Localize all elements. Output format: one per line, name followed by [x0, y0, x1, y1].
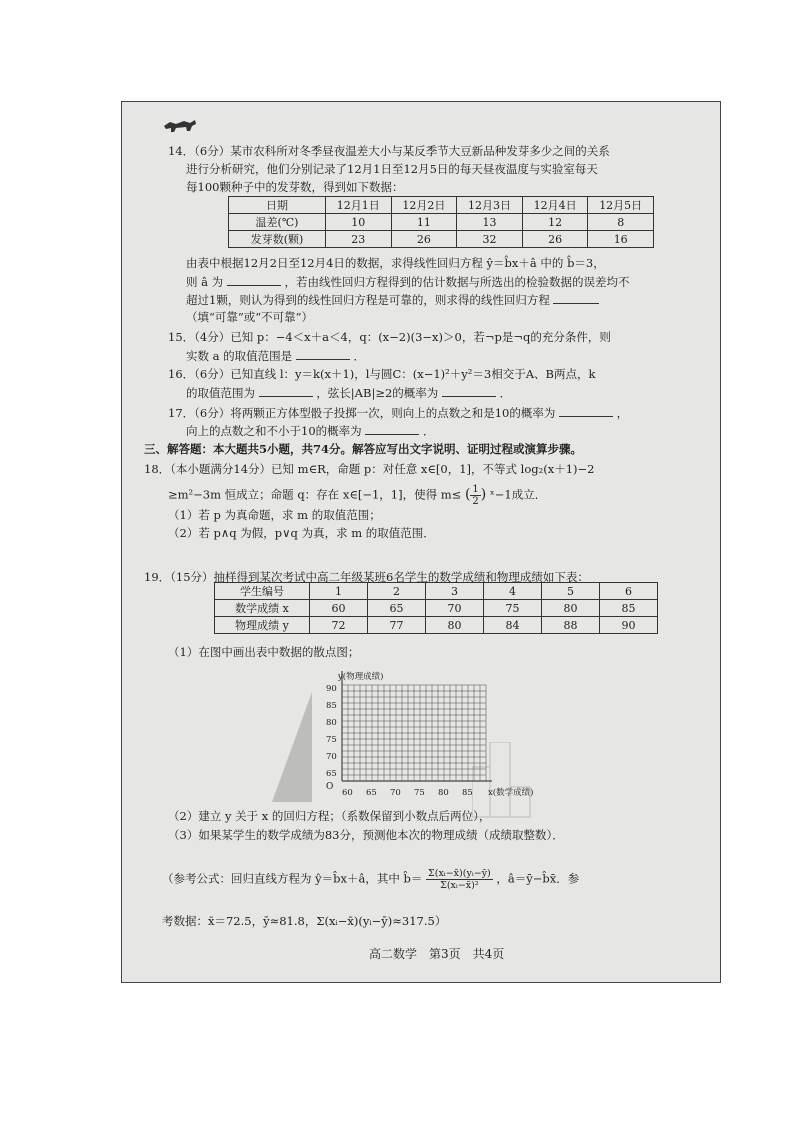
q17-line1a: 17．（6分）将两颗正方体型骰子投掷一次，则向上的点数之和是10的概率为 [168, 406, 556, 420]
y-tick-label: 80 [326, 718, 337, 728]
q14-cell: 26 [391, 231, 457, 248]
q17-line1 [168, 405, 628, 420]
q14-line1: 14．（6分）某市农科所对冬季昼夜温差大小与某反季节大豆新品种发芽多少之间的关系 [168, 144, 610, 158]
fraction [470, 484, 480, 507]
q19-ref1a: （参考公式：回归直线方程为 ŷ＝b̂x＋â，其中 b̂＝ [162, 871, 423, 886]
scatter-plot-grid[interactable] [322, 667, 542, 802]
q14-cell: 16 [588, 231, 654, 248]
y-tick-label: 85 [326, 701, 337, 711]
q19-cell: 5 [542, 583, 600, 600]
q19-cell: 85 [600, 600, 658, 617]
y-tick-label: 70 [326, 752, 337, 762]
q17-line1b: ， [616, 406, 629, 420]
q14-after2a: 则 â 为 [186, 275, 224, 289]
bull-logo-icon [162, 116, 198, 134]
section-three-heading: 三、解答题：本大题共5小题，共74分。解答应写出文字说明、证明过程或演算步骤。 [144, 442, 583, 456]
q19-sub1: （1）在图中画出表中数据的散点图； [168, 645, 360, 659]
q14-header-cell: 12月5日 [588, 197, 654, 214]
q14-cell: 32 [457, 231, 523, 248]
y-tick-label: 90 [326, 684, 337, 694]
q18-line2b: ˣ−1成立． [489, 487, 547, 502]
q14-cell: 12 [522, 214, 588, 231]
q15-line1: 15．（4分）已知 p：−4＜x＋a＜4，q：(x−2)(3−x)＞0，若¬p是¬q的充分条件，则 [168, 330, 611, 344]
q19-cell: 90 [600, 617, 658, 634]
q19-cell: 80 [426, 617, 484, 634]
slope-denominator: Σ(xᵢ−x̄)² [440, 880, 479, 891]
q17-line2 [186, 423, 434, 438]
q19-cell: 70 [426, 600, 484, 617]
q14-cell: 23 [326, 231, 392, 248]
q16-line2 [186, 385, 511, 400]
x-tick-label: 85 [462, 788, 473, 798]
q17-line2b: ． [422, 424, 435, 438]
q15-line2a: 实数 a 的取值范围是 [186, 349, 293, 363]
q14-after2 [186, 274, 629, 289]
q15-line2b: ． [353, 349, 365, 363]
q19-cell: 77 [368, 617, 426, 634]
origin-label: O [326, 782, 334, 792]
q19-cell: 72 [310, 617, 368, 634]
x-tick-label: 65 [366, 788, 377, 798]
q14-after3 [186, 292, 599, 307]
q14-cell: 26 [522, 231, 588, 248]
q16-line2a: 的取值范围为 [186, 386, 255, 400]
q14-after4: （填“可靠”或“不可靠”） [186, 310, 314, 324]
answer-blank[interactable] [553, 292, 599, 304]
q14-after1: 由表中根据12月2日至12月4日的数据，求得线性回归方程 ŷ＝b̂x＋â 中的 b̂＝3， [186, 256, 605, 270]
q14-header-cell: 日期 [229, 197, 326, 214]
q19-cell: 60 [310, 600, 368, 617]
q18-sub1: （1）若 p 为真命题，求 m 的取值范围； [168, 508, 381, 522]
q19-ref1b: ，â＝ȳ−b̂x̄．参 [496, 871, 580, 886]
x-tick-label: 80 [438, 788, 449, 798]
q19-sub3: （3）如果某学生的数学成绩为83分，预测他本次的物理成绩（成绩取整数）． [168, 828, 564, 842]
bleed-through-triangle [272, 692, 322, 812]
q19-cell: 75 [484, 600, 542, 617]
q19-cell: 数学成绩 x [215, 600, 310, 617]
page-footer: 高二数学 第3页 共4页 [369, 947, 505, 961]
answer-blank[interactable] [365, 423, 419, 435]
q19-reference-formula [162, 868, 579, 891]
exam-page-photo [121, 101, 721, 983]
slope-numerator: Σ(xᵢ−x̄)(yᵢ−ȳ) [428, 868, 491, 879]
q19-cell: 物理成绩 y [215, 617, 310, 634]
q14-header-cell: 12月2日 [391, 197, 457, 214]
q14-data-table [228, 196, 654, 248]
q14-line3: 每100颗种子中的发芽数，得到如下数据： [186, 180, 404, 194]
x-axis-label: x(数学成绩) [488, 788, 534, 798]
q14-cell: 8 [588, 214, 654, 231]
q16-line2b: ，弦长|AB|≥2的概率为 [316, 386, 439, 400]
q19-score-table [214, 582, 658, 634]
answer-blank[interactable] [442, 385, 496, 397]
answer-blank[interactable] [296, 348, 350, 360]
q19-reference-data: 考数据：x̄＝72.5，ȳ≈81.8，Σ(xᵢ−x̄)(yᵢ−ȳ)≈317.5） [162, 914, 447, 928]
q18-sub2: （2）若 p∧q 为假，p∨q 为真，求 m 的取值范围． [168, 526, 435, 540]
q16-line2c: ． [499, 386, 512, 400]
fraction-numerator: 1 [472, 484, 479, 495]
q19-cell: 65 [368, 600, 426, 617]
q14-header-cell: 12月4日 [522, 197, 588, 214]
slope-fraction [426, 868, 493, 891]
q14-cell: 10 [326, 214, 392, 231]
q15-line2 [186, 348, 365, 363]
q19-cell: 88 [542, 617, 600, 634]
q14-cell: 13 [457, 214, 523, 231]
q14-cell: 11 [391, 214, 457, 231]
y-tick-label: 75 [326, 735, 337, 745]
fraction-denominator: 2 [472, 496, 479, 507]
q19-cell: 84 [484, 617, 542, 634]
answer-blank[interactable] [559, 405, 613, 417]
q14-cell: 温差(℃) [229, 214, 326, 231]
q19-cell: 2 [368, 583, 426, 600]
q19-cell: 3 [426, 583, 484, 600]
q19-sub2: （2）建立 y 关于 x 的回归方程；（系数保留到小数点后两位）， [168, 809, 491, 823]
q19-line1: 19．（15分）抽样得到某次考试中高二年级某班6名学生的数学成绩和物理成绩如下表： [144, 570, 589, 584]
answer-blank[interactable] [227, 274, 281, 286]
x-tick-label: 70 [390, 788, 401, 798]
q14-line2: 进行分析研究，他们分别记录了12月1日至12月5日的每天昼夜温度与实验室每天 [186, 162, 598, 176]
q16-line1: 16．（6分）已知直线 l：y＝k(x＋1)，l与圆C：(x−1)²＋y²＝3相交于A、B两点，k [168, 367, 596, 381]
x-tick-label: 75 [414, 788, 425, 798]
q14-header-cell: 12月3日 [457, 197, 523, 214]
answer-blank[interactable] [259, 385, 313, 397]
q14-after3-text: 超过1颗，则认为得到的线性回归方程是可靠的，则求得的线性回归方程 [186, 293, 550, 307]
q18-line2a: ≥m²−3m 恒成立；命题 q：存在 x∈[−1，1]，使得 m≤ [168, 487, 462, 502]
q19-cell: 4 [484, 583, 542, 600]
q14-after2b: ，若由线性回归方程得到的估计数据与所选出的检验数据的误差均不 [284, 275, 630, 289]
q19-cell: 80 [542, 600, 600, 617]
q18-line1: 18．（本小题满分14分）已知 m∈R，命题 p：对任意 x∈[0，1]，不等式 log₂(x＋1)−2 [144, 462, 595, 476]
q14-header-cell: 12月1日 [326, 197, 392, 214]
y-axis-label: y(物理成绩) [338, 672, 384, 682]
x-tick-label: 60 [342, 788, 353, 798]
q17-line2a: 向上的点数之和不小于10的概率为 [186, 424, 362, 438]
q19-cell: 1 [310, 583, 368, 600]
q18-line2: ≥m²−3m 恒成立；命题 q：存在 x∈[−1，1]，使得 m≤ ( $\frac{1}{2}$ ) ˣ−1成立． [168, 484, 547, 507]
q19-cell: 学生编号 [215, 583, 310, 600]
q19-cell: 6 [600, 583, 658, 600]
q14-cell: 发芽数(颗) [229, 231, 326, 248]
y-tick-label: 65 [326, 769, 337, 779]
